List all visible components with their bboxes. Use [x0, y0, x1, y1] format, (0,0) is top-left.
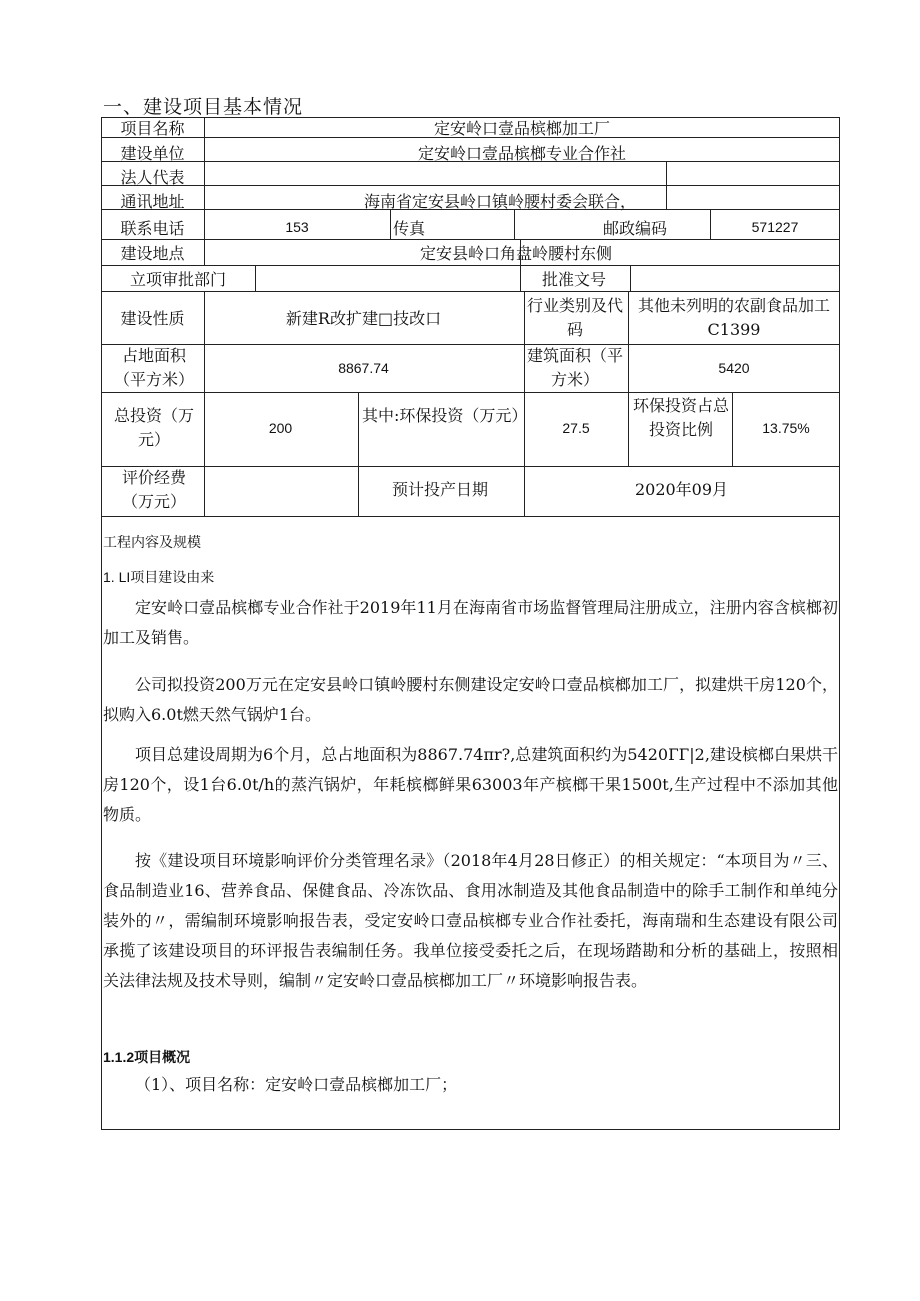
env-investment-label: 其中:环保投资（万元）: [362, 406, 528, 425]
building-area-value: 5420: [718, 360, 750, 376]
building-area-label: 建筑面积（平方米）: [526, 346, 623, 389]
industry-label: 行业类别及代码: [526, 296, 623, 339]
builder-label: 建设单位: [120, 144, 185, 163]
legal-rep-label: 法人代表: [120, 168, 185, 187]
total-investment-value: 200: [268, 420, 293, 436]
address-label: 通讯地址: [120, 192, 185, 211]
start-date-value: 2020年09月: [634, 480, 729, 499]
env-ratio-label: 环保投资占总投资比例: [632, 396, 729, 439]
start-date-label: 预计投产日期: [391, 480, 488, 499]
land-area-label: 占地面积（平方米）: [113, 346, 194, 389]
land-area-value: 8867.74: [338, 360, 389, 376]
total-investment-label: 总投资（万元）: [113, 406, 194, 449]
paragraph-4: 按《建设项目环境影响评价分类管理名录》（2018年4月28日修正）的相关规定：“本项目为〃三、食品制造业16、营养食品、保健食品、冷冻饮品、食用冰制造及其他食品制造中的除手工制作和单纯分装外的〃，需编制环境影响报告表，受定安岭口壹品槟榔专业合作社委托，海南瑞和生态建设有限公司承揽了该建设项目的环评报告表编制任务。我单位接受委托之后，在现场踏勘和分析的基础上，按照相关法律法规及技术导则，编制〃定安岭口壹品槟榔加工厂〃环境影响报告表。: [103, 851, 838, 990]
postal-label: 邮政编码: [603, 219, 668, 238]
approval-dept-label: 立项审批部门: [129, 270, 226, 289]
phone-value: 153: [285, 219, 309, 235]
address-value: 海南省定安县岭口镇岭腰村委会联合，: [364, 192, 637, 211]
nature-label: 建设性质: [120, 309, 185, 328]
paragraph-2: 公司拟投资200万元在定安县岭口镇岭腰村东侧建设定安岭口壹品槟榔加工厂，拟建烘干房120个，拟购入6.0t燃天然气锅炉1台。: [103, 675, 838, 724]
paragraph-1: 定安岭口壹品槟榔专业合作社于2019年11月在海南省市场监督管理局注册成立，注册内容含槟榔初加工及销售。: [103, 598, 838, 647]
paragraph-3: 项目总建设周期为6个月，总占地面积为8867.74πr?,总建筑面积约为5420ГГ|2,建设槟榔白果烘干房120个，设1台6.0t∕h的蒸汽锅炉，年耗槟榔鲜果63003年产槟榔干果1500t,生产过程中不添加其他物质。: [103, 745, 838, 824]
approval-no-label: 批准文号: [541, 270, 606, 289]
subsection-2-title: 1.1.2项目概况: [103, 1049, 191, 1065]
nature-value: 新建R改扩建□技改口: [285, 309, 442, 328]
env-ratio-value: 13.75%: [762, 420, 810, 436]
builder-value: 定安岭口壹品槟榔专业合作社: [417, 144, 626, 163]
works-section-title: 工程内容及规模: [103, 534, 201, 550]
project-name-label: 项目名称: [120, 119, 185, 138]
eval-fee-label: 评价经费（万元）: [121, 468, 186, 511]
env-investment-value: 27.5: [562, 420, 590, 436]
industry-value: 其他未列明的农副食品加工C1399: [637, 296, 830, 339]
postal-value: 571227: [751, 219, 799, 235]
subsection-1-title: 1. LI项目建设由来: [103, 569, 215, 585]
paragraph-5: （1）、项目名称：定安岭口壹品槟榔加工厂；: [135, 1075, 458, 1094]
site-value: 定安县岭口角盘岭腰村东侧: [420, 244, 613, 263]
project-name-value: 定安岭口壹品槟榔加工厂: [433, 119, 610, 138]
fax-label: 传真: [393, 219, 426, 238]
section-heading: 一、建设项目基本情况: [103, 96, 304, 118]
phone-label: 联系电话: [120, 219, 185, 238]
site-label: 建设地点: [120, 244, 185, 263]
